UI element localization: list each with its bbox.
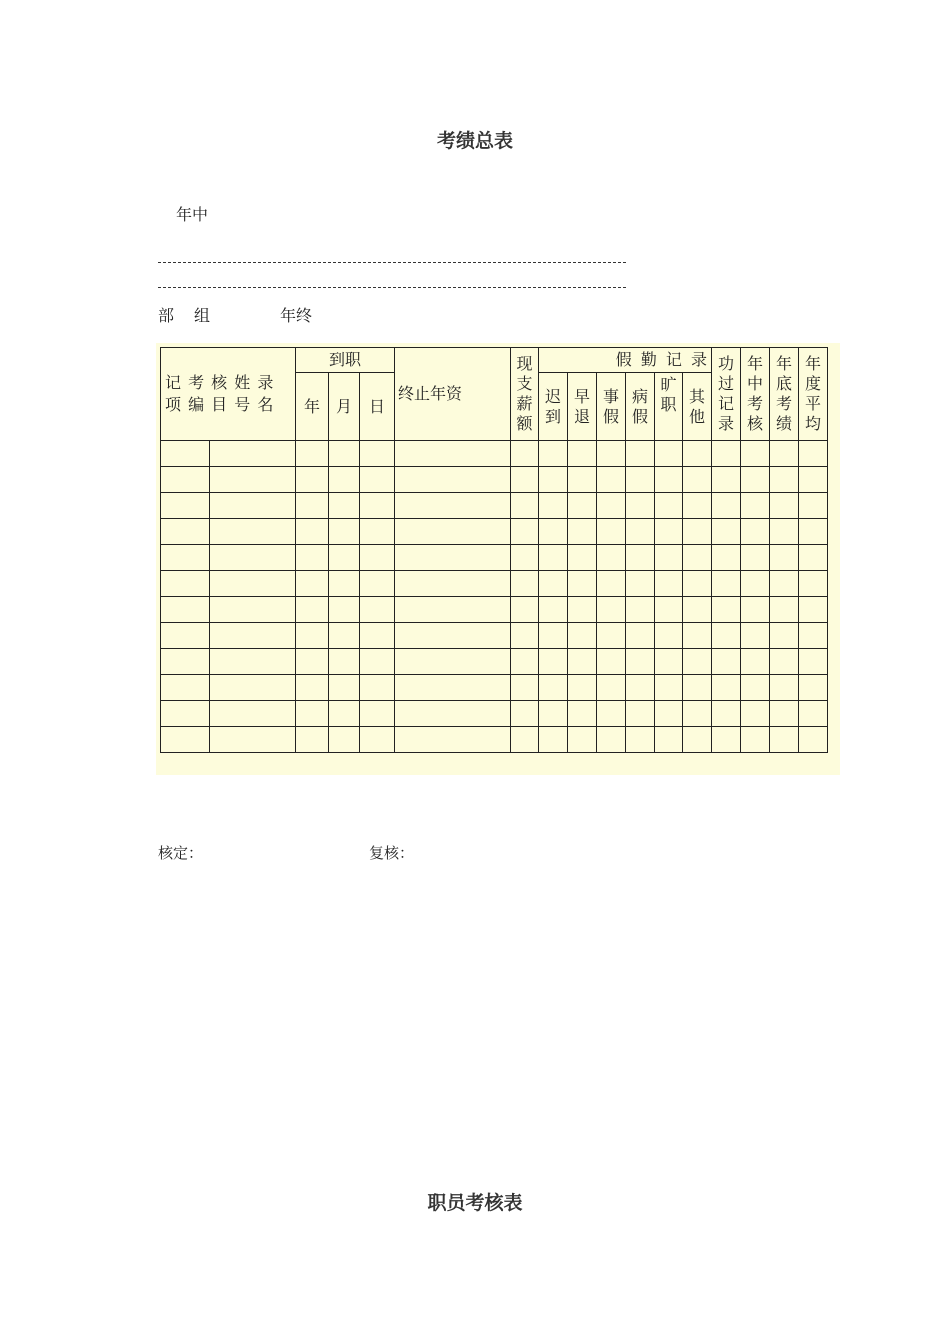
table-cell[interactable] [712,597,741,623]
table-cell[interactable] [799,545,828,571]
table-cell[interactable] [210,519,296,545]
table-cell[interactable] [799,701,828,727]
table-cell[interactable] [329,493,360,519]
table-cell[interactable] [741,467,770,493]
table-cell[interactable] [511,727,539,753]
table-cell[interactable] [296,441,329,467]
table-cell[interactable] [210,493,296,519]
table-cell[interactable] [568,649,597,675]
header-year-end: 年 底 考 绩 [770,348,799,441]
table-cell[interactable] [712,701,741,727]
header-salary: 现 支 薪 额 [511,348,539,441]
table-cell[interactable] [799,493,828,519]
table-cell[interactable] [329,441,360,467]
table-cell[interactable] [210,571,296,597]
table-cell[interactable] [360,571,395,597]
table-cell[interactable] [329,727,360,753]
table-cell[interactable] [539,493,568,519]
table-cell[interactable] [683,623,712,649]
header-year: 年 [296,373,329,441]
table-cell[interactable] [597,623,626,649]
table-cell[interactable] [655,441,683,467]
table-cell[interactable] [296,701,329,727]
table-cell[interactable] [360,467,395,493]
table-cell[interactable] [511,519,539,545]
table-cell[interactable] [799,649,828,675]
table-cell[interactable] [539,597,568,623]
table-cell[interactable] [770,623,799,649]
table-cell[interactable] [626,441,655,467]
table-cell[interactable] [597,493,626,519]
table-cell[interactable] [210,467,296,493]
table-cell[interactable] [626,519,655,545]
table-cell[interactable] [683,675,712,701]
table-cell[interactable] [626,467,655,493]
table-cell[interactable] [395,597,511,623]
table-cell[interactable] [770,467,799,493]
table-cell[interactable] [626,675,655,701]
table-cell[interactable] [539,467,568,493]
table-cell[interactable] [683,467,712,493]
table-row [161,623,828,649]
table-cell[interactable] [539,649,568,675]
table-cell[interactable] [597,727,626,753]
table-cell[interactable] [655,545,683,571]
header-text-line: 记 考 核 姓 录 [165,373,275,392]
table-cell[interactable] [626,571,655,597]
table-row [161,493,828,519]
review-label: 复核： [369,844,415,862]
next-section-title: 职员考核表 [427,1192,523,1214]
table-cell[interactable] [511,623,539,649]
dept-label: 部 [158,306,175,325]
table-cell[interactable] [395,623,511,649]
dashed-divider [158,262,626,263]
table-cell[interactable] [329,571,360,597]
table-cell[interactable] [511,701,539,727]
table-cell[interactable] [161,727,210,753]
table-cell[interactable] [655,701,683,727]
table-cell[interactable] [296,571,329,597]
header-absent: 旷 职 [655,373,683,441]
table-cell[interactable] [568,519,597,545]
table-cell[interactable] [712,675,741,701]
table-cell[interactable] [161,623,210,649]
table-cell[interactable] [655,571,683,597]
table-cell[interactable] [360,519,395,545]
table-cell[interactable] [597,597,626,623]
table-cell[interactable] [296,545,329,571]
table-cell[interactable] [799,675,828,701]
table-cell[interactable] [329,545,360,571]
header-record-item-name [161,348,296,441]
table-cell[interactable] [568,545,597,571]
table-cell[interactable] [395,545,511,571]
table-cell[interactable] [395,493,511,519]
table-cell[interactable] [626,649,655,675]
table-cell[interactable] [329,597,360,623]
table-cell[interactable] [655,623,683,649]
group-label: 组 [194,306,211,325]
table-cell[interactable] [626,701,655,727]
table-cell[interactable] [741,597,770,623]
header-personal-leave: 事 假 [597,373,626,441]
table-cell[interactable] [360,493,395,519]
table-cell[interactable] [770,597,799,623]
table-cell[interactable] [597,467,626,493]
header-late: 迟 到 [539,373,568,441]
table-cell[interactable] [683,571,712,597]
table-cell[interactable] [296,727,329,753]
table-cell[interactable] [360,701,395,727]
header-text-line: 项 编 目 号 名 [165,395,275,414]
table-cell[interactable] [799,623,828,649]
table-cell[interactable] [683,727,712,753]
table-cell[interactable] [712,493,741,519]
table-cell[interactable] [770,571,799,597]
table-cell[interactable] [210,623,296,649]
table-row [161,649,828,675]
table-cell[interactable] [539,727,568,753]
table-cell[interactable] [329,519,360,545]
table-cell[interactable] [597,519,626,545]
table-cell[interactable] [770,727,799,753]
table-cell[interactable] [712,467,741,493]
table-cell[interactable] [770,493,799,519]
table-cell[interactable] [683,701,712,727]
table-cell[interactable] [655,675,683,701]
table-cell[interactable] [296,623,329,649]
header-day: 日 [360,373,395,441]
table-cell[interactable] [712,727,741,753]
header-hire-date: 到职 [296,348,395,373]
table-cell[interactable] [360,441,395,467]
table-cell[interactable] [161,649,210,675]
table-cell[interactable] [161,467,210,493]
table-cell[interactable] [161,545,210,571]
table-cell[interactable] [395,675,511,701]
table-cell[interactable] [799,571,828,597]
table-cell[interactable] [626,623,655,649]
table-cell[interactable] [741,623,770,649]
table-cell[interactable] [683,545,712,571]
header-month: 月 [329,373,360,441]
table-cell[interactable] [597,701,626,727]
table-cell[interactable] [568,701,597,727]
table-cell[interactable] [741,649,770,675]
table-cell[interactable] [626,597,655,623]
table-row [161,467,828,493]
table-cell[interactable] [210,649,296,675]
table-cell[interactable] [539,701,568,727]
table-cell[interactable] [511,597,539,623]
table-cell[interactable] [329,701,360,727]
table-cell[interactable] [770,701,799,727]
table-cell[interactable] [511,571,539,597]
table-cell[interactable] [360,649,395,675]
table-cell[interactable] [683,441,712,467]
dashed-divider [158,287,626,288]
table-cell[interactable] [597,649,626,675]
table-cell[interactable] [210,727,296,753]
header-seniority: 终止年资 [395,348,511,441]
table-cell[interactable] [210,545,296,571]
table-cell[interactable] [626,545,655,571]
table-cell[interactable] [539,675,568,701]
table-cell[interactable] [741,545,770,571]
table-cell[interactable] [360,597,395,623]
table-cell[interactable] [626,727,655,753]
table-cell[interactable] [683,493,712,519]
table-cell[interactable] [329,467,360,493]
table-cell[interactable] [770,441,799,467]
table-cell[interactable] [161,675,210,701]
table-cell[interactable] [161,519,210,545]
table-cell[interactable] [539,571,568,597]
table-cell[interactable] [360,727,395,753]
table-cell[interactable] [741,701,770,727]
table-cell[interactable] [161,441,210,467]
table-cell[interactable] [360,675,395,701]
table-cell[interactable] [655,649,683,675]
table-cell[interactable] [296,467,329,493]
table-cell[interactable] [539,545,568,571]
table-cell[interactable] [741,571,770,597]
appraisal-summary-table [160,347,828,753]
table-cell[interactable] [395,519,511,545]
table-cell[interactable] [799,727,828,753]
table-cell[interactable] [539,441,568,467]
table-cell[interactable] [395,649,511,675]
table-cell[interactable] [395,727,511,753]
header-merit: 功 过 记 录 [712,348,741,441]
table-cell[interactable] [799,441,828,467]
table-cell[interactable] [329,623,360,649]
table-cell[interactable] [626,493,655,519]
table-cell[interactable] [511,441,539,467]
table-cell[interactable] [655,727,683,753]
table-cell[interactable] [597,441,626,467]
header-attendance: 假 勤 记 录 [539,348,712,373]
table-cell[interactable] [712,441,741,467]
period-mid-label: 年中 [176,205,209,224]
table-cell[interactable] [210,675,296,701]
table-cell[interactable] [511,467,539,493]
table-cell[interactable] [597,545,626,571]
table-cell[interactable] [568,441,597,467]
table-cell[interactable] [741,727,770,753]
table-cell[interactable] [712,649,741,675]
table-cell[interactable] [770,675,799,701]
table-cell[interactable] [683,597,712,623]
table-row [161,727,828,753]
table-cell[interactable] [568,467,597,493]
table-cell[interactable] [360,545,395,571]
table-cell[interactable] [712,545,741,571]
header-other: 其 他 [683,373,712,441]
table-cell[interactable] [568,623,597,649]
table-cell[interactable] [568,493,597,519]
table-cell[interactable] [395,467,511,493]
page-title: 考绩总表 [436,130,513,152]
table-cell[interactable] [683,519,712,545]
table-cell[interactable] [568,727,597,753]
table-cell[interactable] [799,597,828,623]
table-cell[interactable] [655,519,683,545]
table-row [161,545,828,571]
table-cell[interactable] [511,649,539,675]
table-cell[interactable] [161,701,210,727]
table-cell[interactable] [799,519,828,545]
table-row [161,571,828,597]
table-row [161,675,828,701]
table-cell[interactable] [210,597,296,623]
table-cell[interactable] [395,571,511,597]
table-cell[interactable] [296,649,329,675]
table-cell[interactable] [511,545,539,571]
table-cell[interactable] [329,675,360,701]
period-end-label: 年终 [280,306,313,325]
table-cell[interactable] [597,675,626,701]
table-cell[interactable] [655,493,683,519]
table-cell[interactable] [210,441,296,467]
header-mid-year: 年 中 考 核 [741,348,770,441]
table-cell[interactable] [539,519,568,545]
table-row [161,701,828,727]
table-cell[interactable] [296,597,329,623]
table-cell[interactable] [329,649,360,675]
table-cell[interactable] [770,519,799,545]
table-cell[interactable] [395,441,511,467]
table-row [161,441,828,467]
table-cell[interactable] [770,545,799,571]
header-annual-avg: 年 度 平 均 [799,348,828,441]
table-cell[interactable] [597,571,626,597]
table-row [161,597,828,623]
table-cell[interactable] [568,571,597,597]
table-cell[interactable] [210,701,296,727]
table-cell[interactable] [568,597,597,623]
table-cell[interactable] [161,493,210,519]
table-cell[interactable] [683,649,712,675]
table-cell[interactable] [568,675,597,701]
table-cell[interactable] [296,493,329,519]
table-cell[interactable] [395,701,511,727]
table-cell[interactable] [511,675,539,701]
table-cell[interactable] [539,623,568,649]
table-cell[interactable] [712,623,741,649]
header-sick-leave: 病 假 [626,373,655,441]
table-cell[interactable] [741,675,770,701]
approve-label: 核定： [158,844,204,862]
table-cell[interactable] [296,519,329,545]
table-cell[interactable] [799,467,828,493]
table-cell[interactable] [712,571,741,597]
table-cell[interactable] [511,493,539,519]
header-early-leave: 早 退 [568,373,597,441]
table-cell[interactable] [296,675,329,701]
table-cell[interactable] [161,571,210,597]
table-cell[interactable] [741,493,770,519]
table-cell[interactable] [712,519,741,545]
table-cell[interactable] [655,467,683,493]
table-cell[interactable] [770,649,799,675]
table-row [161,519,828,545]
table-cell[interactable] [360,623,395,649]
table-cell[interactable] [655,597,683,623]
table-cell[interactable] [161,597,210,623]
table-header-row [161,348,828,373]
table-cell[interactable] [741,441,770,467]
table-cell[interactable] [741,519,770,545]
